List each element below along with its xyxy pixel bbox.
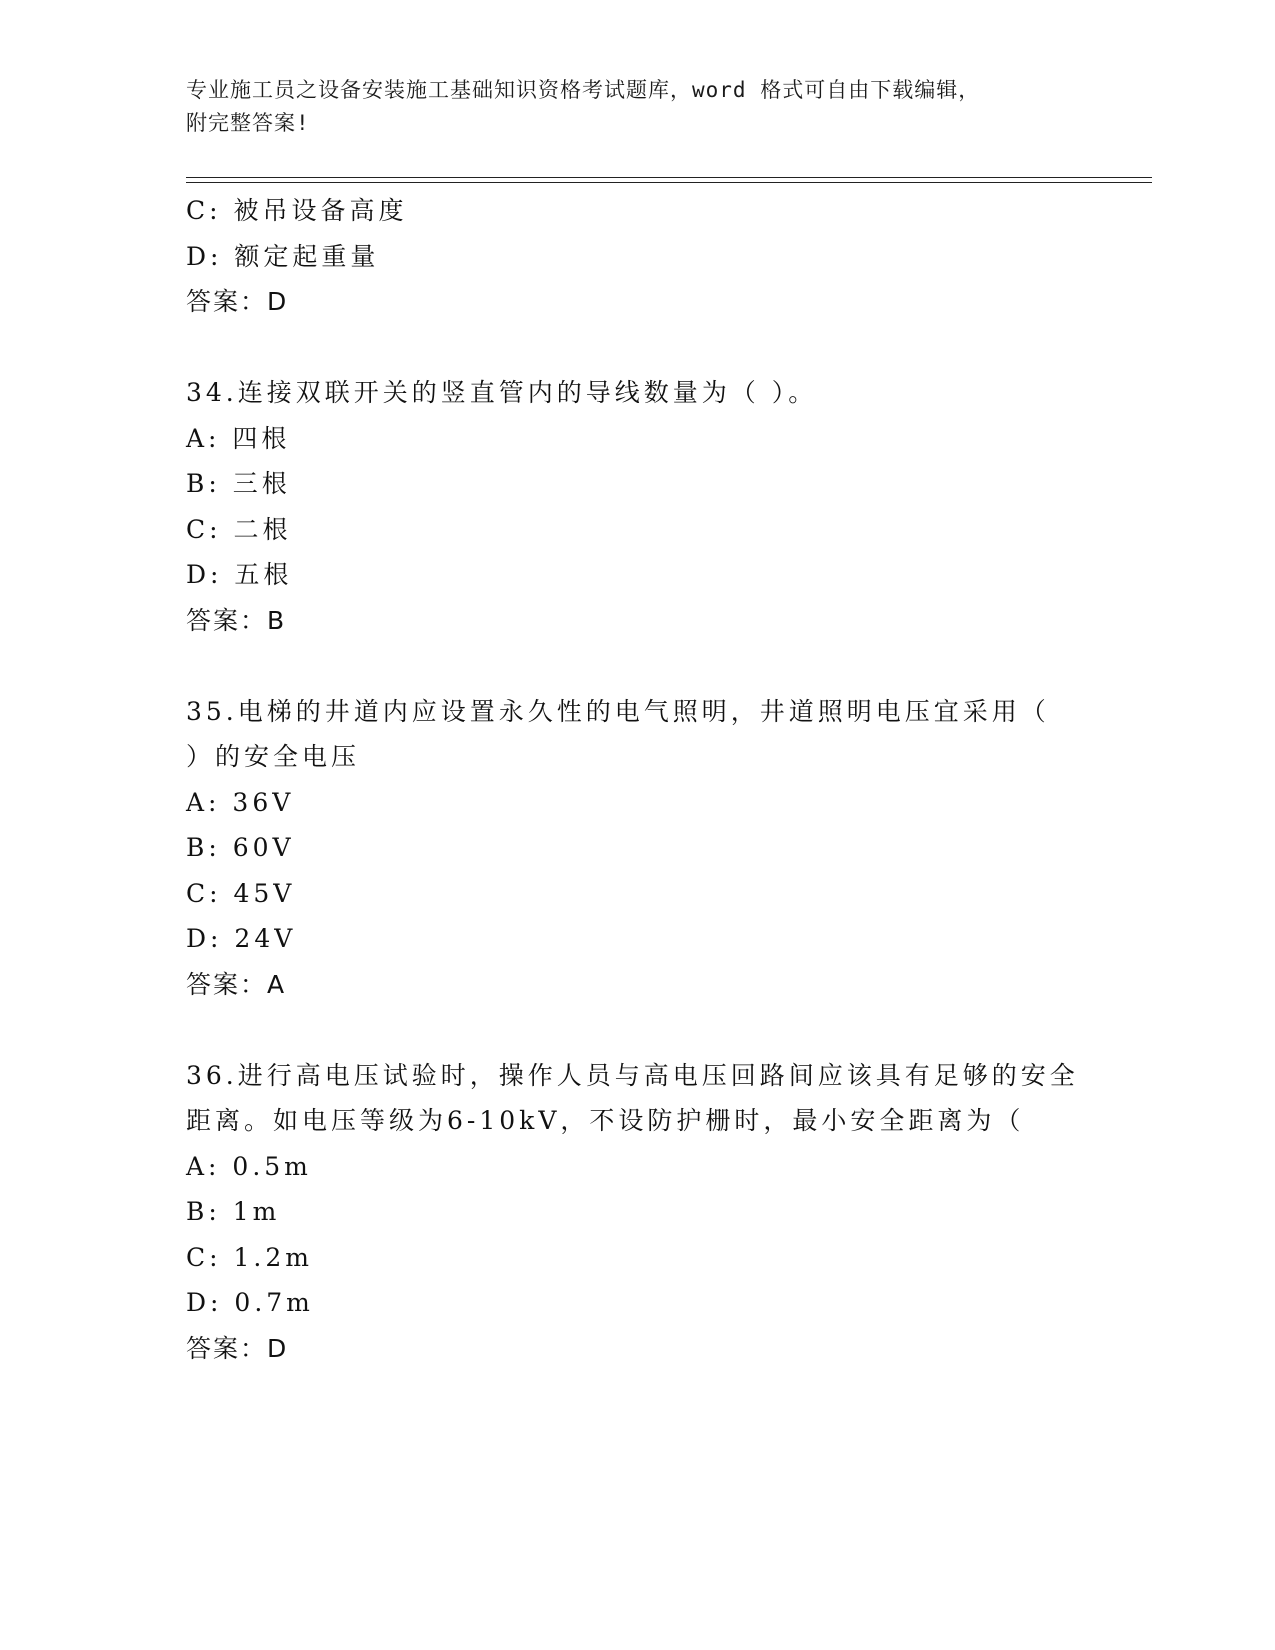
question-34-option-c: C: 二根 (186, 514, 292, 544)
question-35-answer: 答案：A (186, 969, 287, 999)
question-34-answer: 答案：B (186, 605, 287, 635)
question-list (186, 188, 1086, 1371)
question-36-option-b: B: 1m (186, 1197, 281, 1226)
header-line-2: 附完整答案! (186, 111, 310, 135)
spacer (186, 643, 1086, 689)
header-line-1: 专业施工员之设备安装施工基础知识资格考试题库，word 格式可自由下载编辑， (186, 78, 981, 102)
question-35-option-b: B: 60V (186, 833, 295, 862)
question-36-option-d: D: 0.7m (186, 1288, 314, 1317)
question-36-stem-line-1: 36.进行高电压试验时，操作人员与高电压回路间应该具有足够的安全 (186, 1060, 1079, 1090)
question-34-option-d: D: 五根 (186, 560, 293, 589)
question-36-block (186, 1053, 1086, 1372)
question-33-answer: 答案：D (186, 287, 289, 316)
question-36-answer: 答案：D (186, 1333, 289, 1363)
question-35-stem-line-1: 35.电梯的井道内应设置永久性的电气照明，井道照明电压宜采用（ (186, 696, 1050, 726)
question-36-option-c: C: 1.2m (186, 1242, 313, 1272)
question-35-option-c: C: 45V (186, 878, 296, 908)
header-divider-bottom (186, 182, 1152, 183)
page-header (186, 74, 1066, 140)
question-33-option-d: D: 额定起重量 (186, 241, 380, 271)
question-36-option-a: A: 0.5m (186, 1151, 312, 1181)
spacer (186, 1007, 1086, 1053)
question-35-stem-line-2: ）的安全电压 (186, 742, 361, 771)
question-34-stem: 34.连接双联开关的竖直管内的导线数量为（ ）。 (186, 378, 818, 407)
question-33-option-c: C: 被吊设备高度 (186, 196, 408, 225)
question-34-option-a: A: 四根 (186, 423, 291, 453)
question-34-option-b: B: 三根 (186, 469, 291, 498)
question-34-block (186, 370, 1086, 643)
question-35-block (186, 689, 1086, 1008)
question-35-option-a: A: 36V (186, 787, 295, 817)
question-33-block (186, 188, 1086, 325)
spacer (186, 325, 1086, 371)
question-36-stem-line-2: 距离。如电压等级为6-10kV，不设防护栅时，最小安全距离为（ (186, 1106, 1025, 1135)
question-35-option-d: D: 24V (186, 924, 297, 953)
header-divider-top (186, 177, 1152, 178)
